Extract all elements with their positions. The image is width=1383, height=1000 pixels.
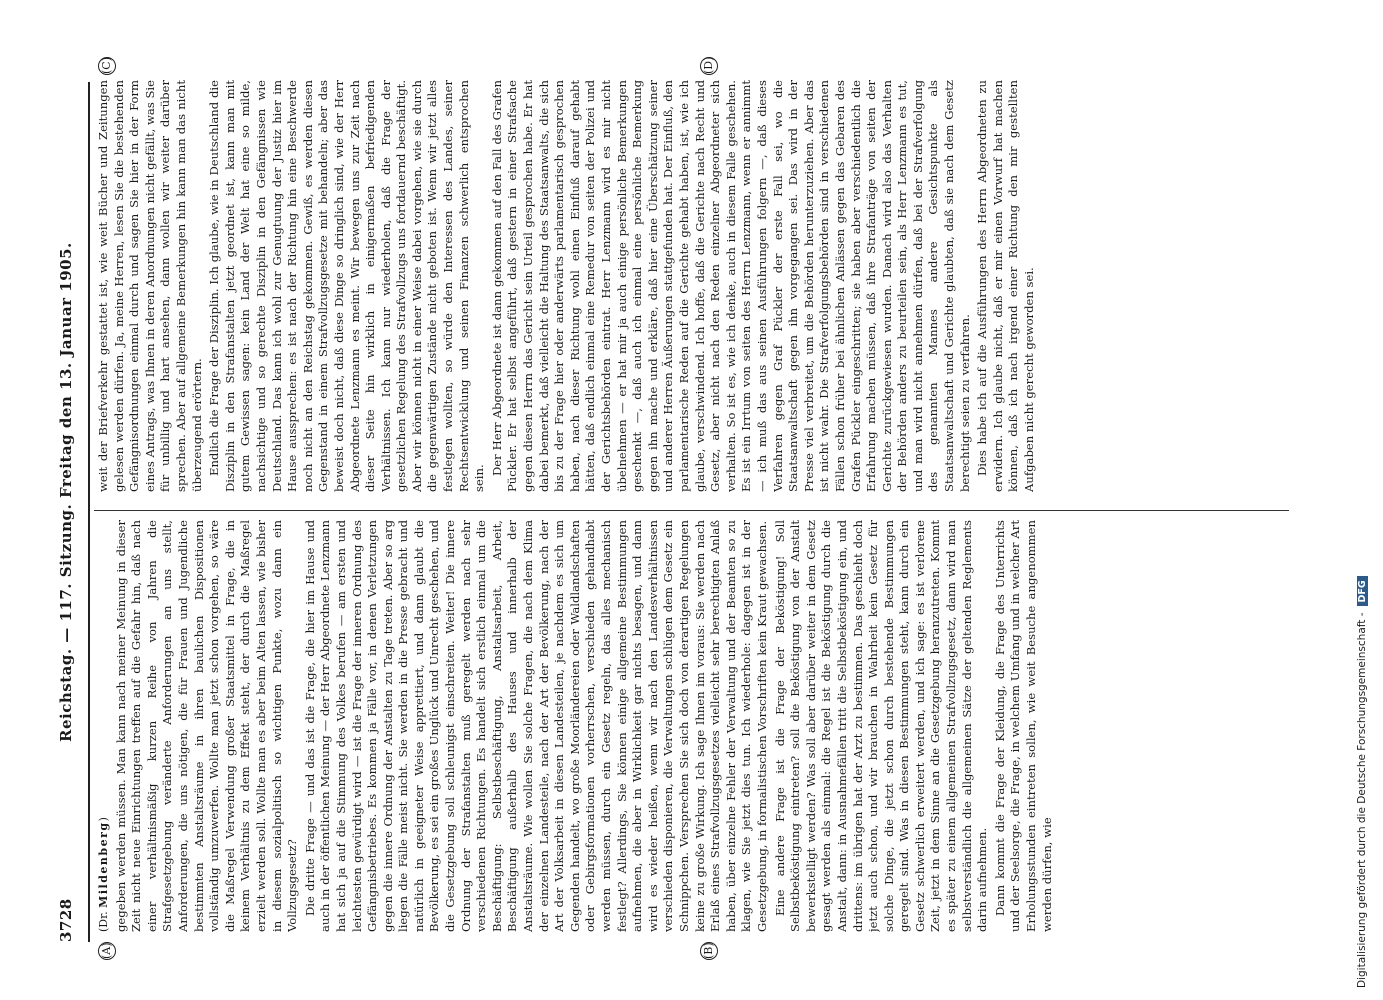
right-column [96,80,1286,492]
footer-credit-text: Digitalisierung gefördert durch die Deutsche Forschungsgemeinschaft - [1356,612,1368,988]
paragraph: Eine andere Frage ist die Frage der Beköstigung! Soll Selbstbeköstigung eintreten? soll die Beköstigung von der Anstalt bewerkstelligt werden? Was soll aber darüber weiter in dem Gesetz gesagt werden als einmal: die Regel ist die Beköstigung durch die Anstalt, dann: in Ausnahmefällen tritt die Selbstbeköstigung ein, und drittens: im übrigen hat der Arzt zu bestimmen. Das geschieht doch jetzt auch schon, und wir brauchen in Wahrheit kein Gesetz für solche Dinge, die jetzt schon durch bestehende Bestimmungen geregelt sind. Was in diesen Bestimmungen steht, kann durch ein Gesetz schwerlich erweitert werden, und ich sage: es ist verlorene Zeit, jetzt in dem Sinne an die Gesetzgebung heranzutreten. Kommt es später zu einem allgemeinen Strafvollzugsgesetz, dann wird man selbstverständlich die allgemeinen Sätze der geltenden Reglements darin aufnehmen. [772,520,990,932]
margin-marker-c: (C) [98,57,116,75]
margin-marker-d: (D) [700,57,718,75]
speaker-suffix: ) [97,817,110,822]
page-number: 3728 [57,898,75,942]
running-head: Reichstag. — 117. Sitzung. Freitag den 13. Januar 1905. [57,242,75,742]
paragraph: Die dritte Frage — und das ist die Frage, die hier im Hause und auch in der öffentlichen Meinung — der Herr Abgeordnete Lenzmann hat sich ja auf die Stimmung des Volkes berufen — am ersten und leichtesten gewürdigt wird — ist die Frage der inneren Ordnung des Gefängnisbetriebes. Es kommen ja Fälle vor, in denen Verletzungen gegen die innere Ordnung der Anstalten zu Tage treten. Aber so arg liegen die Fälle meist nicht. Sie werden in die Presse gebracht und natürlich in geeigneter Weise apprettiert, und dann glaubt die Bevölkerung, es sei ein großes Unglück und Unrecht geschehen, und die Gesetzgebung soll schleunigst einschreiten. Weiter! Die innere Ordnung der Strafanstalten muß geregelt werden nach sehr verschiedenen Richtungen. Es handelt sich erstlich einmal um die Beschäftigung: Selbstbeschäftigung, Anstaltsarbeit, Arbeit, Beschäftigung außerhalb des Hauses und innerhalb der Anstaltsräume. Wie wollen Sie solche Fragen, die nach dem Klima der einzelnen Landesteile, nach der Art der Bevölkerung, nach der Art der Volksarbeit in diesen Landesteilen, je nachdem es sich um Gegenden handelt, wo große Moorländereien oder Waldlandschaften oder Gebirgsformationen vorherrschen, verschieden gehandhabt werden müssen, durch ein Gesetz regeln, das alles mechanisch festlegt? Allerdings, Sie können einige allgemeine Bestimmungen aufnehmen, die aber in Wirklichkeit gar nichts besagen, und dann wird es wieder heißen, wenn wir nach den Landesverhältnissen verschieden disponieren, die Verwaltungen schlügen dem Gesetz ein Schnippchen. Versprechen Sie sich doch von derartigen Regelungen keine zu große Wirkung. Ich sage Ihnen im voraus: Sie werden nach Erlaß eines Strafvollzugsgesetzes vielleicht sehr berechtigten Anlaß haben, über einzelne Fehler der Verwaltung und der Beamten so zu klagen, wie Sie jetzt dies tun. Ich wiederhole: dagegen ist in der Gesetzgebung, in formalistischen Vorschriften kein Kraut gewachsen. [302,520,769,932]
paragraph: weit der Briefverkehr gestattet ist, wie weit Bücher und Zeitungen gelesen werden dürfen. Ja, meine Herren, lesen Sie die bestehenden Gefängnisordnungen einmal durch und sagen Sie hier in der Form eines Antrags, was Ihnen in deren Anordnungen nicht gefällt, was Sie für unbillig und hart ansehen, dann wollen wir weiter darüber sprechen. Aber auf allgemeine Bemerkungen hin kann man das nicht überzeugend erörtern. [96,80,204,492]
paragraph: Dann kommt die Frage der Kleidung, die Frage des Unterrichts und der Seelsorge, die Frage, in welchem Umfang und in welcher Art Erholungsstunden eintreten sollen, wie weit Besuche angenommen werden dürfen, wie [992,520,1054,932]
speaker-prefix: (Dr. [97,911,110,932]
footer-credit [1356,8,1368,988]
paragraph: Dies habe ich auf die Ausführungen des Herrn Abgeordneten zu erwidern. Ich glaube nicht, daß er mir einen Vorwurf hat machen können, daß ich nach irgend einer Richtung den mir gestellten Aufgaben nicht gerecht geworden sei. [975,80,1037,492]
header-rule [88,82,90,942]
paragraph: Endlich die Frage der Disziplin. Ich glaube, wie in Deutschland die Disziplin in den Strafanstalten jetzt geordnet ist, kann man mit gutem Gewissen sagen: kein Land der Welt hat eine so milde, nachsichtige und so gerechte Disziplin in den Gefängnissen wie Deutschland. Das kann ich wohl zur Genugtuung der Justiz hier im Hause aussprechen: es ist nach der Richtung hin eine Beschwerde noch nicht an den Reichstag gekommen. Gewiß, es werden diesen Gegenstand in einem Strafvollzugsgesetze mit behandeln; aber das beweist doch nicht, daß diese Dinge so dringlich sind, wie der Herr Abgeordnete Lenzmann es meint. Wir bewegen uns zur Zeit nach dieser Seite hin wirklich in einigermaßen befriedigenden Verhältnissen. Ich kann nur wiederholen, daß die Frage der gesetzlichen Regelung des Strafvollzugs uns fortdauernd beschäftigt. Aber wir können nicht in einer Weise dabei vorgehen, wie sie durch die gegenwärtigen Zustände nicht geboten ist. Wenn wir jetzt alles festlegen wollten, so würde den Interessen des Landes, seiner Rechtsentwicklung und seinen Finanzen schwerlich entsprochen sein. [207,80,487,492]
paragraph: gegeben werden müssen. Man kann nach meiner Meinung in dieser Zeit nicht neue Einrichtungen treffen auf die Gefahr hin, daß nach einer verhältnismäßig kurzen Reihe von Jahren die Strafgesetzgebung veränderte Anforderungen an uns stellt, Anforderungen, die uns nötigen, die für Frauen und Jugendliche bestimmten Anstaltsräume in ihren baulichen Dispositionen vollständig umzuwerfen. Wollte man jetzt schon vorgehen, so wäre die Maßregel Verwendung großer Staatsmittel in Frage, die in keinem Verhältnis zu dem Effekt steht, der durch die Maßregel erzielt werden soll. Wollte man es aber beim Alten lassen, wie bisher in diesem sozialpolitisch so wichtigen Punkte, wozu dann ein Vollzugsgesetz? [113,520,300,932]
page-header [55,82,83,942]
left-column [96,520,1286,932]
dfg-logo: DFG [1357,576,1368,606]
paragraph: Der Herr Abgeordnete ist dann gekommen auf den Fall des Grafen Pückler. Er hat selbst angeführt, daß gestern in einer Strafsache gegen diesen Herrn das Gericht sein Urteil gesprochen habe. Er hat dabei bemerkt, daß vielleicht die Haltung des Staatsanwalts, die sich bis zu der Frage hier oder anderwärts parlamentarisch gesprochen haben, nach dieser Richtung wohl einen Einfluß darauf gehabt hätten, daß endlich einmal eine Remedur von seiten der Polizei und der Gerichtsbehörden eintrat. Herr Lenzmann wird es mir nicht übelnehmen — er hat mir ja auch einige persönliche Bemerkungen geschenkt —, daß auch ich einmal eine persönliche Bemerkung gegen ihn mache und erkläre, daß hier eine Überschätzung seiner und anderer Herren Äußerungen stattgefunden hat. Der Einfluß, den parlamentarische Reden auf die Gerichte gehabt haben, ist, wie ich glaube, verschwindend. Ich hoffe, daß die Gerichte nach Recht und Gesetz, aber nicht nach den Reden einzelner Abgeordneter sich verhalten. So ist es, wie ich denke, auch in diesem Falle geschehen. Es ist ein Irrtum von seiten des Herrn Lenzmann, wenn er annimmt — ich muß das aus seinen Ausführungen folgern —, daß dieses Verfahren gegen Graf Pückler der erste Fall sei, wo die Staatsanwaltschaft gegen ihn vorgegangen sei. Das wird in der Presse viel verbreitet, um die Behörden herunterzuziehen. Aber das ist nicht wahr. Die Strafverfolgungsbehörden sind in verschiedenen Fällen schon früher bei ähnlichen Anlässen gegen das Gebaren des Grafen Pückler eingeschritten; sie haben aber verschiedentlich die Erfahrung machen müssen, daß ihre Strafanträge von seiten der Gerichte zurückgewiesen wurden. Danach wird also das Verhalten der Behörden anders zu beurteilen sein, als Herr Lenzmann es tut, und man wird nicht annehmen dürfen, daß bei der Strafverfolgung des genannten Mannes andere Gesichtspunkte als Staatsanwaltschaft und Gerichte glaubten, daß sie nach dem Gesetz berechtigt seien zu verfahren. [489,80,972,492]
speaker-name: Mildenberg [97,821,110,908]
margin-marker-b: (B) [700,942,718,960]
speaker-tag [96,520,112,932]
margin-marker-a: (A) [98,942,116,960]
column-rule [94,510,1289,511]
